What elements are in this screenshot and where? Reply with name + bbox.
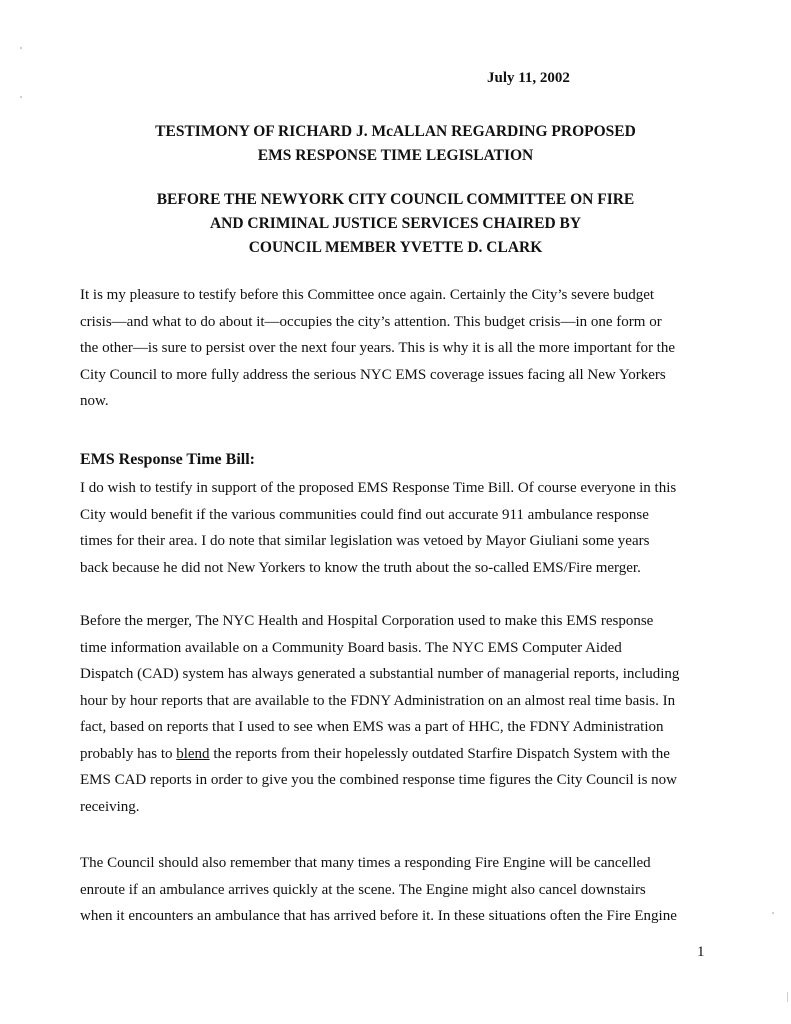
line-segment: probably has to bbox=[80, 745, 177, 762]
page-number: 1 bbox=[697, 944, 705, 960]
fire-engine-paragraph bbox=[80, 850, 720, 930]
paragraph-line: The Council should also remember that many times a responding Fire Engine will be cancelled bbox=[80, 855, 651, 871]
paragraph-line: It is my pleasure to testify before this Committee once again. Certainly the City’s severe budget bbox=[80, 287, 655, 303]
merger-paragraph bbox=[80, 608, 720, 820]
testimony-title-line: TESTIMONY OF RICHARD J. McALLAN REGARDING PROPOSED bbox=[155, 123, 636, 140]
intro-paragraph bbox=[80, 282, 720, 415]
paragraph-line: Dispatch (CAD) system has always generated a substantial number of managerial reports, including bbox=[80, 666, 680, 682]
section-heading: EMS Response Time Bill: bbox=[80, 451, 255, 468]
paragraph-line: when it encounters an ambulance that has arrived before it. In these situations often the Fire Engine bbox=[80, 908, 677, 924]
committee-title-line: AND CRIMINAL JUSTICE SERVICES CHAIRED BY bbox=[209, 215, 582, 232]
paragraph-line: the other—is sure to persist over the next four years. This is why it is all the more important for the bbox=[80, 340, 676, 356]
paragraph-line: back because he did not New Yorkers to know the truth about the so-called EMS/Fire merger. bbox=[80, 559, 641, 576]
scan-speck bbox=[20, 47, 22, 49]
committee-title-line: BEFORE THE NEWYORK CITY COUNCIL COMMITTEE ON FIRE bbox=[156, 191, 635, 208]
paragraph-line bbox=[80, 741, 720, 768]
committee-title bbox=[0, 188, 791, 260]
paragraph-line: times for their area. I do note that similar legislation was vetoed by Mayor Giuliani some years bbox=[80, 533, 650, 549]
paragraph-line: enroute if an ambulance arrives quickly at the scene. The Engine might also cancel downstairs bbox=[80, 881, 646, 898]
scan-speck bbox=[787, 992, 788, 1002]
paragraph-line: now. bbox=[80, 393, 109, 409]
testimony-title-line: EMS RESPONSE TIME LEGISLATION bbox=[257, 147, 534, 164]
committee-title-line: COUNCIL MEMBER YVETTE D. CLARK bbox=[248, 239, 543, 256]
support-paragraph bbox=[80, 475, 720, 581]
scan-speck bbox=[772, 912, 774, 914]
underlined-word: blend bbox=[176, 745, 210, 762]
paragraph-line: I do wish to testify in support of the proposed EMS Response Time Bill. Of course everyone in this bbox=[80, 480, 677, 496]
paragraph-line: receiving. bbox=[80, 798, 140, 815]
paragraph-line: EMS CAD reports in order to give you the combined response time figures the City Council is now bbox=[80, 772, 677, 788]
line-segment: the reports from their hopelessly outdated Starfire Dispatch System with the bbox=[209, 745, 670, 762]
scan-speck bbox=[20, 96, 22, 98]
paragraph-line: fact, based on reports that I used to see when EMS was a part of HHC, the FDNY Administration bbox=[80, 719, 664, 735]
paragraph-line: time information available on a Community Board basis. The NYC EMS Computer Aided bbox=[80, 639, 622, 656]
paragraph-line: crisis—and what to do about it—occupies the city’s attention. This budget crisis—in one form or bbox=[80, 313, 662, 330]
testimony-title bbox=[0, 120, 791, 168]
paragraph-line: City would benefit if the various communities could find out accurate 911 ambulance response bbox=[80, 506, 649, 523]
document-date: July 11, 2002 bbox=[487, 70, 570, 86]
paragraph-line: hour by hour reports that are available to the FDNY Administration on an almost real time basis. In bbox=[80, 692, 676, 709]
paragraph-line: City Council to more fully address the serious NYC EMS coverage issues facing all New Yorkers bbox=[80, 366, 666, 383]
paragraph-line: Before the merger, The NYC Health and Hospital Corporation used to make this EMS response bbox=[80, 613, 654, 629]
